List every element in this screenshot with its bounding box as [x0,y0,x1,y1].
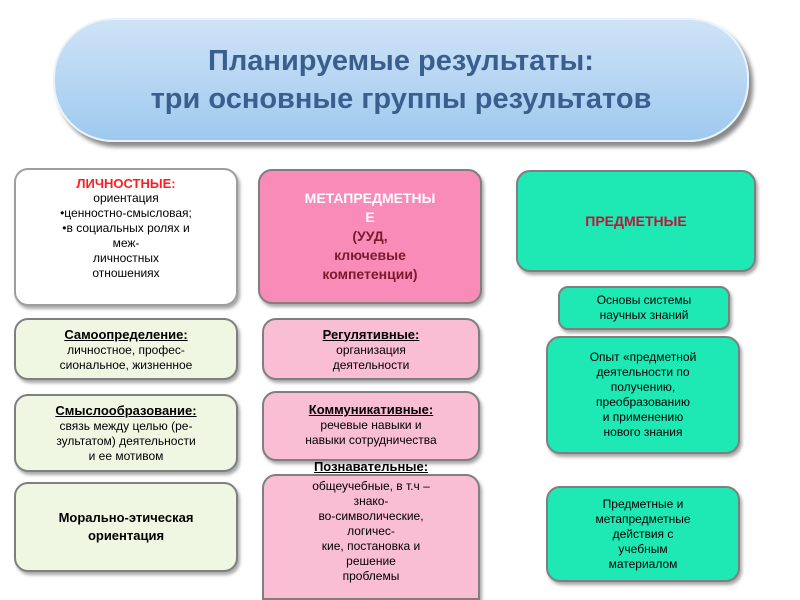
title-banner [53,18,749,142]
personal-line: ориентация [93,191,159,205]
communicative-line: навыки сотрудничества [305,433,437,447]
personal-results-box [14,168,238,306]
subject-label: ПРЕДМЕТНЫЕ [585,212,687,229]
meta-line: компетенции) [322,266,418,282]
cognitive-line: кие, постановка и [321,539,421,553]
subject-actions-box [546,486,740,582]
self-determination-line: сиональное, жизненное [59,357,193,372]
personal-line: личностных [92,251,159,265]
experience-line: Опыт «предметной [589,350,697,364]
moral-line: ориентация [87,528,165,543]
cognitive-line: проблемы [342,569,400,583]
personal-line: •в социальных ролях и [62,221,190,235]
basics-line: Основы системы [596,293,692,307]
cognitive-line: во-символические, [318,509,424,523]
moral-line: Морально-этическая [58,510,194,525]
personal-line: отношениях [92,266,160,280]
regulative-heading: Регулятивные: [322,326,420,342]
cognitive-heading: Познавательные: [313,459,429,474]
subject-results-box [516,170,756,272]
basics-line: научных знаний [599,308,689,322]
communicative-heading: Коммуникативные: [308,402,434,417]
actions-line: действия с [612,526,674,541]
experience-line: и применению [602,410,684,424]
experience-line: деятельности по [596,365,690,379]
experience-line: получению, [610,380,676,394]
personal-line: •ценностно-смысловая; [60,206,192,220]
moral-orientation-box [14,482,238,572]
meta-line: ключевые [334,247,406,263]
regulative-box [262,318,480,380]
self-determination-line: личностное, профес- [67,342,185,357]
meaning-line: и ее мотивом [88,449,164,463]
cognitive-line: логичес- [347,524,395,538]
title-line-2: три основные группы результатов [150,83,652,115]
cognitive-line: знако- [353,494,389,508]
regulative-line: организация [336,342,406,357]
cognitive-line: общеучебные, в т.ч – [312,479,430,493]
science-basics-box [558,286,730,330]
communicative-line: речевые навыки и [320,418,422,432]
meaning-line: зультатом) деятельности [56,434,196,448]
self-determination-heading: Самоопределение: [64,326,188,342]
meta-line: Е [365,209,375,225]
actions-line: учебным [618,541,668,556]
communicative-box [262,391,480,461]
metasubject-box [258,169,482,304]
regulative-line: деятельности [332,357,410,372]
meaning-formation-box [14,394,238,472]
experience-line: преобразованию [596,395,690,409]
cognitive-box [262,474,480,600]
meta-line: МЕТАПРЕДМЕТНЫ [304,190,436,206]
meaning-line: связь между целью (ре- [59,419,193,433]
actions-line: метапредметные [595,511,691,526]
meaning-heading: Смыслообразование: [55,403,197,418]
experience-line: нового знания [603,425,683,439]
cognitive-line: решение [346,554,396,568]
actions-line: материалом [608,556,678,571]
personal-line: меж- [112,236,140,250]
title-line-1: Планируемые результаты: [208,45,594,77]
actions-line: Предметные и [602,496,684,511]
self-determination-box [14,318,238,380]
subject-experience-box [546,336,740,454]
personal-heading: ЛИЧНОСТНЫЕ: [76,176,176,191]
meta-line: (УУД, [352,228,388,244]
